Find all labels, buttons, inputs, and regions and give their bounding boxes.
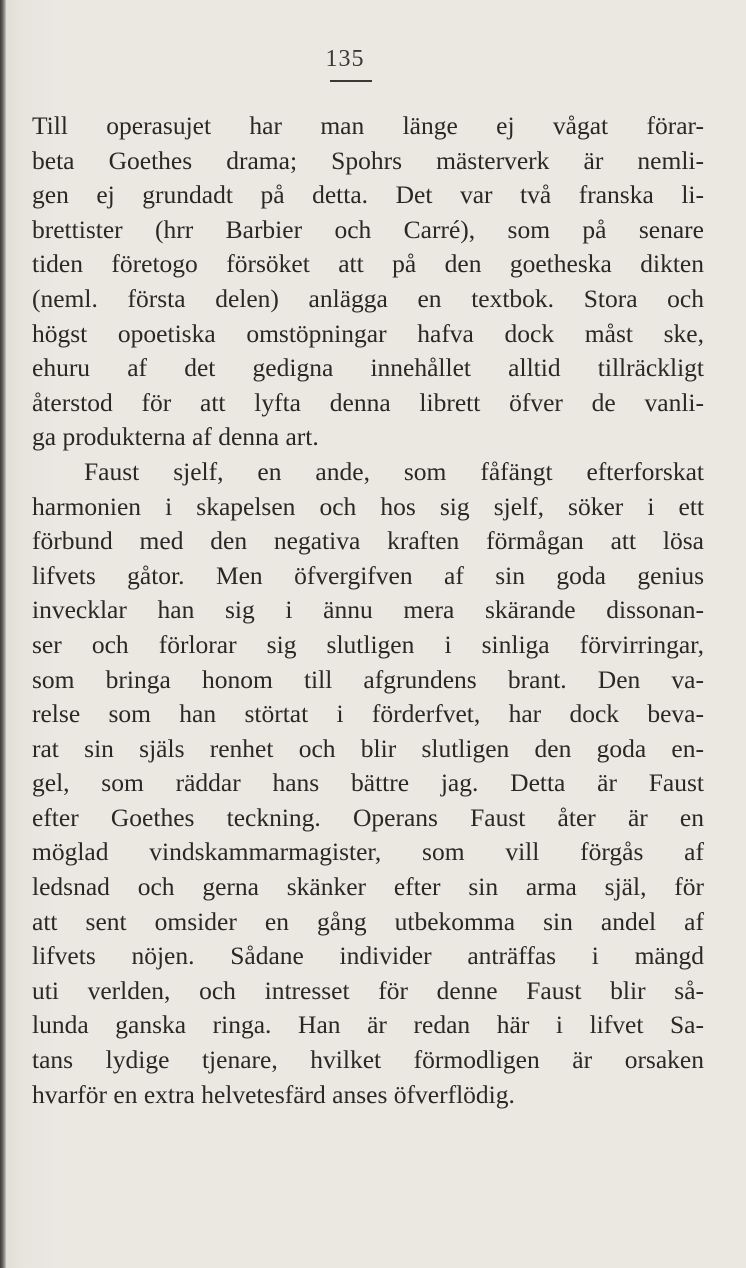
text-line: högst opoetiska omstöpningar hafva dock måst ske, <box>32 318 704 348</box>
text-line: rat sin själs renhet och blir slutligen den goda en- <box>32 733 704 763</box>
text-line: Faust sjelf, en ande, som fåfängt efterforskat <box>84 456 704 486</box>
text-line: tiden företogo försöket att på den goetheska dikten <box>32 249 704 279</box>
text-line: ga produkterna af denna art. <box>32 422 319 452</box>
text-line: harmonien i skapelsen och hos sig sjelf, söker i ett <box>32 491 704 521</box>
text-line: invecklar han sig i ännu mera skärande dissonan- <box>32 595 704 625</box>
text-line: uti verlden, och intresset för denne Faust blir så- <box>32 975 704 1005</box>
text-line: brettister (hrr Barbier och Carré), som på senare <box>32 214 704 244</box>
page-number-underline <box>330 80 372 82</box>
text-line: (neml. första delen) anlägga en textbok. Stora och <box>32 283 704 313</box>
text-line: relse som han störtat i förderfvet, har dock beva- <box>32 699 704 729</box>
text-line: ser och förlorar sig slutligen i sinliga förvirringar, <box>32 629 704 659</box>
text-line: Till operasujet har man länge ej vågat förar- <box>32 111 704 140</box>
page-number: 135 <box>325 46 365 72</box>
text-line: efter Goethes teckning. Operans Faust åter är en <box>32 802 704 832</box>
text-line: tans lydige tjenare, hvilket förmodligen är orsaken <box>32 1045 704 1075</box>
text-line: lifvets gåtor. Men öfvergifven af sin goda genius <box>32 560 704 590</box>
text-line: ehuru af det gedigna innehållet alltid tillräckligt <box>32 353 704 383</box>
text-line: att sent omsider en gång utbekomma sin andel af <box>32 906 704 936</box>
body-text <box>32 109 704 1112</box>
text-line: förbund med den negativa kraften förmågan att lösa <box>32 526 704 556</box>
text-line: beta Goethes drama; Spohrs mästerverk är nemli- <box>32 145 704 175</box>
page-spine-edge <box>0 0 6 1268</box>
text-line: gen ej grundadt på detta. Det var två franska li- <box>32 180 704 210</box>
text-line: möglad vindskammarmagister, som vill förgås af <box>32 837 704 867</box>
text-line: gel, som räddar hans bättre jag. Detta är Faust <box>32 768 704 798</box>
text-line: hvarför en extra helvetesfärd anses öfverflödig. <box>32 1079 515 1109</box>
text-line: lifvets nöjen. Sådane individer anträffas i mängd <box>32 941 704 971</box>
text-line: ledsnad och gerna skänker efter sin arma själ, för <box>32 872 704 902</box>
text-line: återstod för att lyfta denna librett öfver de vanli- <box>32 387 704 417</box>
text-line: som bringa honom till afgrundens brant. Den va- <box>32 664 704 694</box>
text-line: lunda ganska ringa. Han är redan här i lifvet Sa- <box>32 1010 704 1040</box>
